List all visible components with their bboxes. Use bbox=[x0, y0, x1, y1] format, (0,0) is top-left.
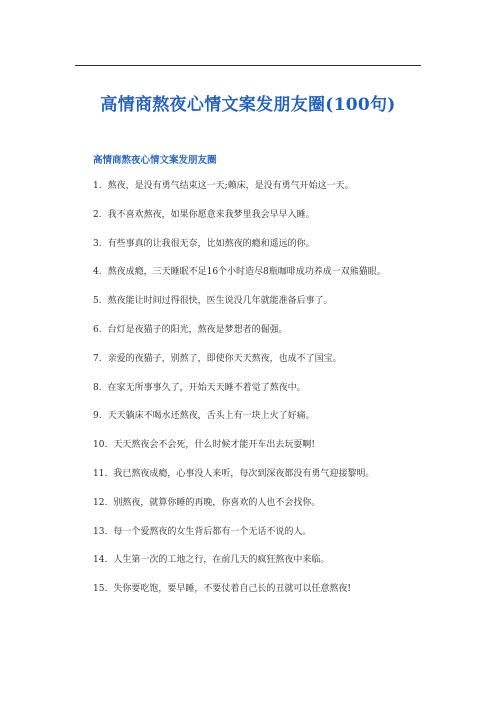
entry-text: 别熬夜，就算你睡的再晚，你喜欢的人也不会找你。 bbox=[113, 497, 321, 508]
entry-text: 台灯是夜猫子的阳光，熬夜是梦想者的倔强。 bbox=[107, 324, 288, 335]
entry-text: 在家无所事事久了，开始天天睡不着觉了熬夜中。 bbox=[107, 382, 306, 393]
entry-number: 3. bbox=[93, 238, 102, 249]
entry-text: 天天熬夜会不会死，什么时候才能开车出去玩耍啊! bbox=[113, 440, 315, 451]
list-item bbox=[93, 554, 463, 583]
list-item bbox=[93, 497, 463, 526]
list-item bbox=[93, 468, 463, 497]
entry-text: 熬夜成瘾，三天睡眠不足16个小时造尽8瓶咖啡成功养成一双熊猫眼。 bbox=[107, 267, 386, 278]
entry-number: 15. bbox=[93, 584, 108, 595]
list-item bbox=[93, 209, 463, 238]
document-title: 高情商熬夜心情文案发朋友圈(100句) bbox=[100, 95, 396, 115]
header-rule bbox=[75, 65, 421, 66]
list-item bbox=[93, 324, 463, 353]
list-item bbox=[93, 410, 463, 439]
section-heading: 高情商熬夜心情文案发朋友圈 bbox=[93, 155, 217, 166]
entry-number: 6. bbox=[93, 324, 102, 335]
entry-text: 我不喜欢熬夜，如果你愿意来我梦里我会早早入睡。 bbox=[107, 209, 315, 220]
list-item bbox=[93, 353, 463, 382]
list-item bbox=[93, 526, 463, 555]
entry-number: 13. bbox=[93, 526, 108, 537]
entry-number: 4. bbox=[93, 267, 102, 278]
entry-number: 1. bbox=[93, 181, 102, 191]
entry-text: 每一个爱熬夜的女生背后都有一个无话不说的人。 bbox=[113, 526, 312, 537]
entry-text: 人生第一次的工地之行，在前几天的疯狂熬夜中来临。 bbox=[113, 555, 330, 566]
entry-text: 天天躺床不喝水还熬夜，舌头上有一块上火了好痛。 bbox=[107, 411, 315, 422]
list-item bbox=[93, 238, 463, 267]
entry-number: 7. bbox=[93, 353, 102, 364]
entry-list bbox=[93, 180, 463, 612]
entry-text: 熬夜，是没有勇气结束这一天;赖床，是没有勇气开始这一天。 bbox=[107, 181, 354, 191]
entry-text: 我已熬夜成瘾，心事没人来听，每次到深夜都没有勇气迎接黎明。 bbox=[113, 468, 375, 479]
entry-text: 有些事真的让我很无奈，比如熬夜的瘾和遥远的你。 bbox=[107, 238, 315, 249]
list-item bbox=[93, 295, 463, 324]
entry-number: 11. bbox=[93, 468, 108, 479]
entry-number: 5. bbox=[93, 296, 102, 307]
entry-text: 失你要吃饱，要早睡，不要仗着自己长的丑就可以任意熬夜! bbox=[113, 584, 351, 595]
entry-text: 亲爱的夜猫子，别熬了，即使你天天熬夜，也成不了国宝。 bbox=[107, 353, 342, 364]
entry-text: 熬夜能让时间过得很快，医生说没几年就能准备后事了。 bbox=[107, 296, 333, 307]
list-item bbox=[93, 583, 463, 612]
entry-number: 8. bbox=[93, 382, 102, 393]
entry-number: 2. bbox=[93, 209, 102, 220]
entry-number: 12. bbox=[93, 497, 108, 508]
list-item bbox=[93, 382, 463, 411]
list-item bbox=[93, 180, 463, 209]
entry-number: 9. bbox=[93, 411, 102, 422]
list-item bbox=[93, 266, 463, 295]
list-item bbox=[93, 439, 463, 468]
entry-number: 14. bbox=[93, 555, 108, 566]
entry-number: 10. bbox=[93, 440, 108, 451]
